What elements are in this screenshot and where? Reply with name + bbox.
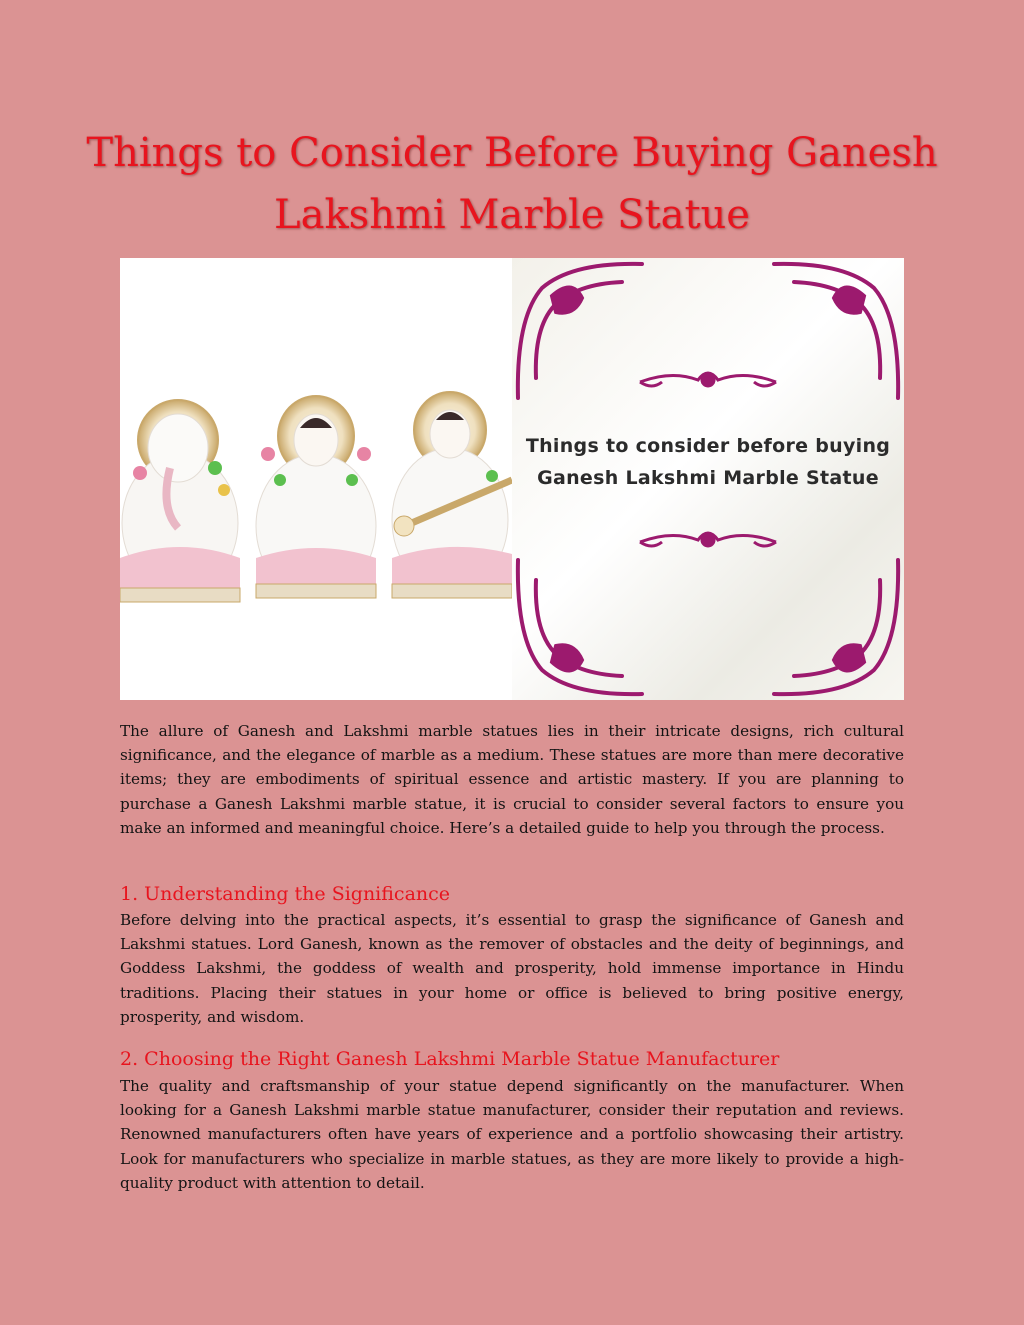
- intro-paragraph: The allure of Ganesh and Lakshmi marble statues lies in their intricate designs, rich cultural significance, and the elegance of marble as a medium. These statues are more than mere decorative items; they are embodiments of spiritual essence and artistic mastery. If you are planning to purchase a Ganesh Lakshmi marble statue, it is crucial to consider several factors to ensure you make an informed and meaningful choice. Here’s a detailed guide to help you through the process.: [120, 722, 904, 837]
- title-card: [512, 258, 904, 700]
- card-caption-line-2: Ganesh Lakshmi Marble Statue: [537, 467, 879, 489]
- divider-ornament-top: [640, 373, 776, 386]
- page-title: Things to Consider Before Buying Ganesh Lakshmi Marble Statue: [86, 130, 938, 238]
- statues-photo: [120, 258, 512, 700]
- section-2-heading: 2. Choosing the Right Ganesh Lakshmi Marble Statue Manufacturer: [120, 1048, 780, 1070]
- hero-image: [120, 258, 904, 700]
- ganesh-statue: [120, 400, 240, 602]
- lakshmi-statue: [256, 396, 376, 598]
- section-1-heading: 1. Understanding the Significance: [120, 883, 451, 905]
- card-caption-line-1: Things to consider before buying: [525, 435, 891, 457]
- card-caption: [512, 430, 904, 494]
- section-1-body: Before delving into the practical aspects, it’s essential to grasp the significance of Ganesh and Lakshmi statues. Lord Ganesh, known as the remover of obstacles and the deity of beginnings, and Goddess Lakshmi, the goddess of wealth and prosperity, hold immense importance in Hindu traditions. Placing their statues in your home or office is believed to bring positive energy, prosperity, and wisdom.: [120, 911, 904, 1026]
- saraswati-statue: [392, 392, 512, 598]
- section-2-body: The quality and craftsmanship of your statue depend significantly on the manufacturer. When looking for a Ganesh Lakshmi marble statue manufacturer, consider their reputation and reviews. Renowned manufacturers often have years of experience and a portfolio showcasing their artistry. Look for manufacturers who specialize in marble statues, as they are more likely to provide a high-quality product with attention to detail.: [120, 1077, 904, 1192]
- divider-ornament-bottom: [640, 533, 776, 546]
